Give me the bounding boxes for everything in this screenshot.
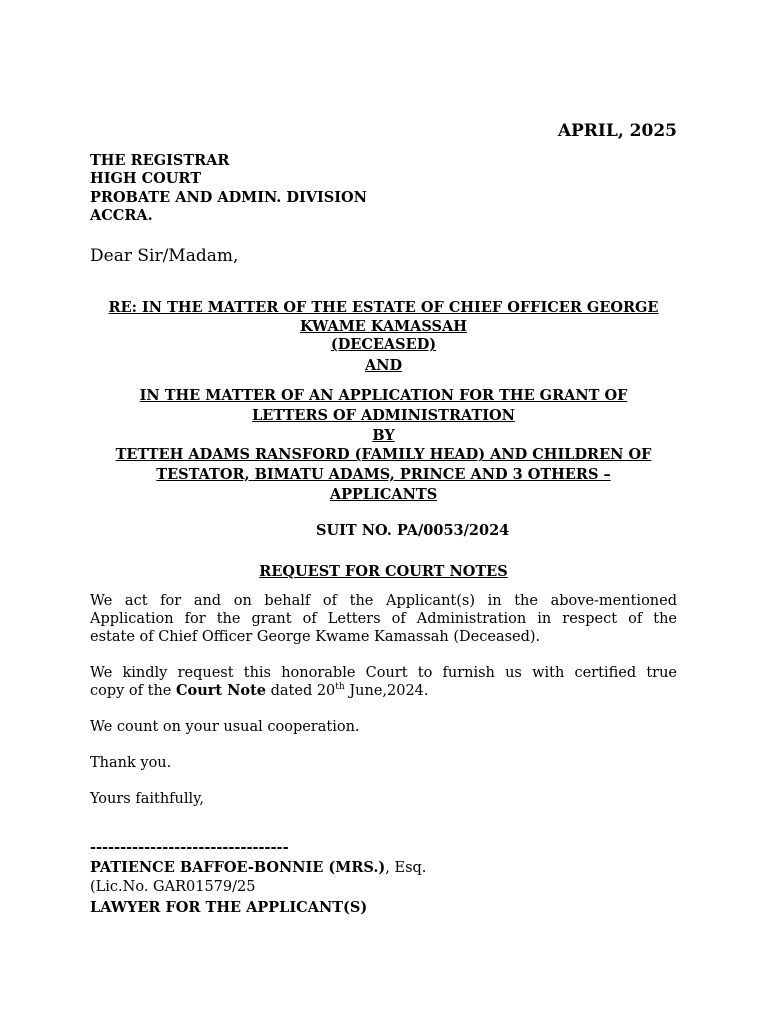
ordinal-superscript: th — [335, 682, 345, 693]
paragraph-2-mid: dated 20 — [266, 683, 336, 699]
thank-you-line: Thank you. — [90, 755, 172, 771]
heading-and: AND — [364, 357, 403, 374]
closing-line: Yours faithfully, — [90, 791, 205, 807]
signatory-title: LAWYER FOR THE APPLICANT(S) — [90, 899, 368, 916]
paragraph-2-line-1: We kindly request this honorable Court to furnish us with certified true — [90, 665, 677, 681]
applicants-heading-line-2: TESTATOR, BIMATU ADAMS, PRINCE AND 3 OTHERS – — [156, 466, 611, 483]
re-heading-line-1: RE: IN THE MATTER OF THE ESTATE OF CHIEF OFFICER GEORGE — [108, 299, 659, 316]
salutation: Dear Sir/Madam, — [90, 246, 239, 266]
address-line-registrar: THE REGISTRAR — [90, 152, 230, 169]
applicants-heading-line-3: APPLICANTS — [329, 486, 438, 503]
paragraph-2-prefix: copy of the — [90, 683, 176, 699]
application-heading-line-2: LETTERS OF ADMINISTRATION — [252, 407, 515, 424]
heading-by: BY — [372, 427, 395, 444]
paragraph-2-line-2 — [90, 682, 677, 700]
body-paragraph-1 — [90, 592, 677, 646]
application-heading-line-1: IN THE MATTER OF AN APPLICATION FOR THE GRANT OF — [139, 387, 628, 404]
paragraph-1-line-3: estate of Chief Officer George Kwame Kamassah (Deceased). — [90, 629, 541, 645]
paragraph-1-line-2: Application for the grant of Letters of Administration in respect of the — [90, 611, 677, 627]
body-paragraph-2 — [90, 664, 677, 700]
request-title: REQUEST FOR COURT NOTES — [259, 563, 508, 580]
re-heading-line-3: (DECEASED) — [330, 336, 437, 353]
signatory-suffix: , Esq. — [385, 860, 427, 876]
address-line-division: PROBATE AND ADMIN. DIVISION — [90, 188, 367, 206]
letter-date: APRIL, 2025 — [557, 121, 677, 141]
paragraph-2-suffix: June,2024. — [344, 683, 429, 699]
license-number: (Lic.No. GAR01579/25 — [90, 879, 256, 895]
address-line-court: HIGH COURT — [90, 170, 202, 188]
signature-line: --------------------------------- — [90, 839, 289, 856]
court-note-emphasis: Court Note — [176, 682, 266, 699]
suit-number: SUIT NO. PA/0053/2024 — [316, 522, 510, 539]
signatory-name-line — [90, 859, 426, 876]
signatory-name: PATIENCE BAFFOE-BONNIE (MRS.) — [90, 859, 386, 876]
paragraph-1-line-1: We act for and on behalf of the Applicant(s) in the above-mentioned — [90, 593, 677, 609]
cooperation-line: We count on your usual cooperation. — [90, 719, 360, 735]
applicants-heading-line-1: TETTEH ADAMS RANSFORD (FAMILY HEAD) AND CHILDREN OF — [115, 446, 652, 463]
address-line-city: ACCRA. — [90, 206, 153, 224]
re-heading-line-2: KWAME KAMASSAH — [300, 318, 467, 335]
